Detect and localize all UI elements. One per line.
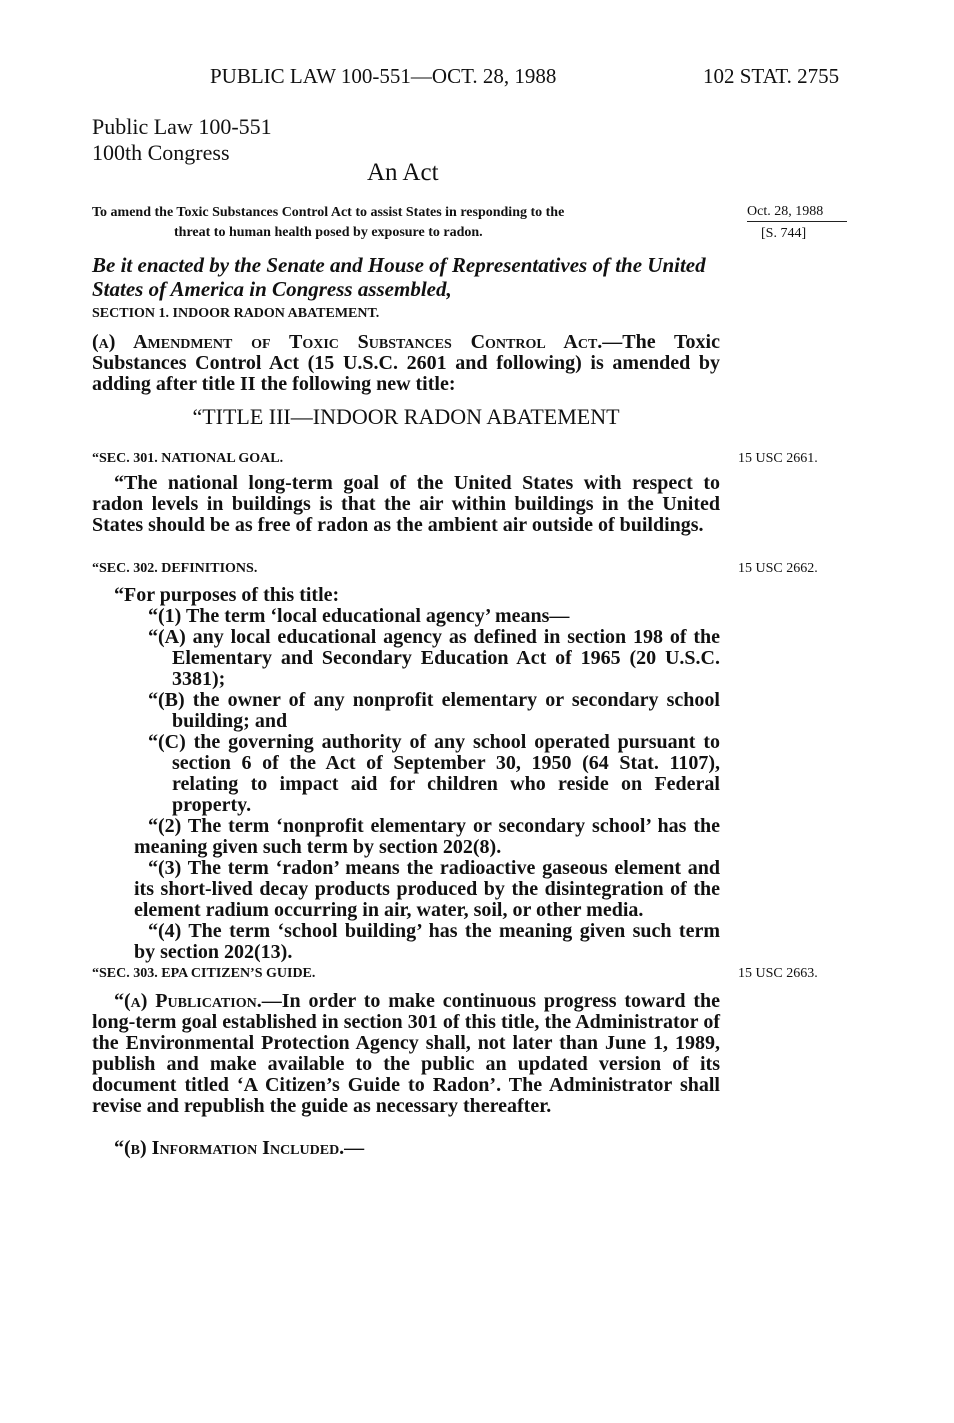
sec-303-a-text: —In order to make continuous progress toward the long-term goal established in section 301 of this title, the Administrator of the Environmental Protection Agency shall, not later than June 1, 1989, publish and make available to the public an updated version of its document titled ‘A Citizen’s Guide to Radon’. The Administrator shall revise and republish the guide as necessary thereafter.	[92, 990, 720, 1117]
section-1-a	[92, 332, 720, 395]
purpose-line-1: To amend the Toxic Substances Control Act to assist States in responding to the	[92, 205, 565, 220]
margin-cite-302: 15 USC 2662.	[738, 561, 818, 576]
sec-303-a-label: “(a) Publication.	[114, 990, 262, 1012]
section-1-a-label: (a) Amendment of Toxic Substances Control Act.	[92, 331, 603, 353]
running-title: PUBLIC LAW 100-551—OCT. 28, 1988	[210, 64, 557, 88]
congress: 100th Congress	[92, 140, 230, 165]
def-2: “(2) The term ‘nonprofit elementary or secondary school’ has the meaning given such term by section 202(8).	[134, 815, 720, 858]
def-1: “(1) The term ‘local educational agency’ means—	[148, 605, 570, 627]
sec-301-heading: “SEC. 301. NATIONAL GOAL.	[92, 451, 284, 466]
margin-cite-303: 15 USC 2663.	[738, 966, 818, 981]
section-1-heading: SECTION 1. INDOOR RADON ABATEMENT.	[92, 306, 380, 321]
sec-302-heading: “SEC. 302. DEFINITIONS.	[92, 561, 258, 576]
sec-302-body	[92, 585, 720, 963]
def-intro: “For purposes of this title:	[114, 584, 340, 606]
sec-301-text: “The national long-term goal of the United States with respect to radon levels in buildings is that the air within buildings in the United States should be as free of radon as the ambient air outside of buildings.	[92, 472, 720, 536]
def-1-c: “(C) the governing authority of any school operated pursuant to section 6 of the Act of September 30, 1950 (64 Stat. 1107), relating to impact aid for children who reside on Federal property.	[148, 731, 720, 816]
statute-page: 102 STAT. 2755	[703, 64, 840, 88]
margin-bill: [S. 744]	[761, 226, 807, 241]
title-iii-heading: “TITLE III—INDOOR RADON ABATEMENT	[192, 404, 620, 429]
def-1-b: “(B) the owner of any nonprofit elementary or secondary school building; and	[148, 689, 720, 732]
margin-cite-301: 15 USC 2661.	[738, 451, 818, 466]
sec-303-heading: “SEC. 303. EPA CITIZEN’S GUIDE.	[92, 966, 316, 981]
def-4: “(4) The term ‘school building’ has the meaning given such term by section 202(13).	[134, 920, 720, 963]
def-3: “(3) The term ‘radon’ means the radioactive gaseous element and its short-lived decay products produced by the disintegration of the element radium occurring in air, water, soil, or other media.	[134, 857, 720, 921]
enacting-clause: Be it enacted by the Senate and House of Representatives of the United States of America in Congress assembled,	[92, 253, 706, 301]
law-number: Public Law 100-551	[92, 114, 272, 139]
sec-303-a	[92, 991, 720, 1117]
purpose-line-2: threat to human health posed by exposure to radon.	[174, 225, 483, 240]
purpose-clause	[92, 203, 720, 243]
def-1-a: “(A) any local educational agency as defined in section 198 of the Elementary and Secondary Education Act of 1965 (20 U.S.C. 3381);	[148, 626, 720, 690]
act-label: An Act	[367, 159, 439, 186]
sec-303-b-label: “(b) Information Included.—	[114, 1137, 365, 1159]
section-1-a-text: —The Toxic Substances Control Act (15 U.S.C. 2601 and following) is amended by adding after title II the following new title:	[92, 331, 720, 395]
margin-date: Oct. 28, 1988	[747, 204, 847, 222]
